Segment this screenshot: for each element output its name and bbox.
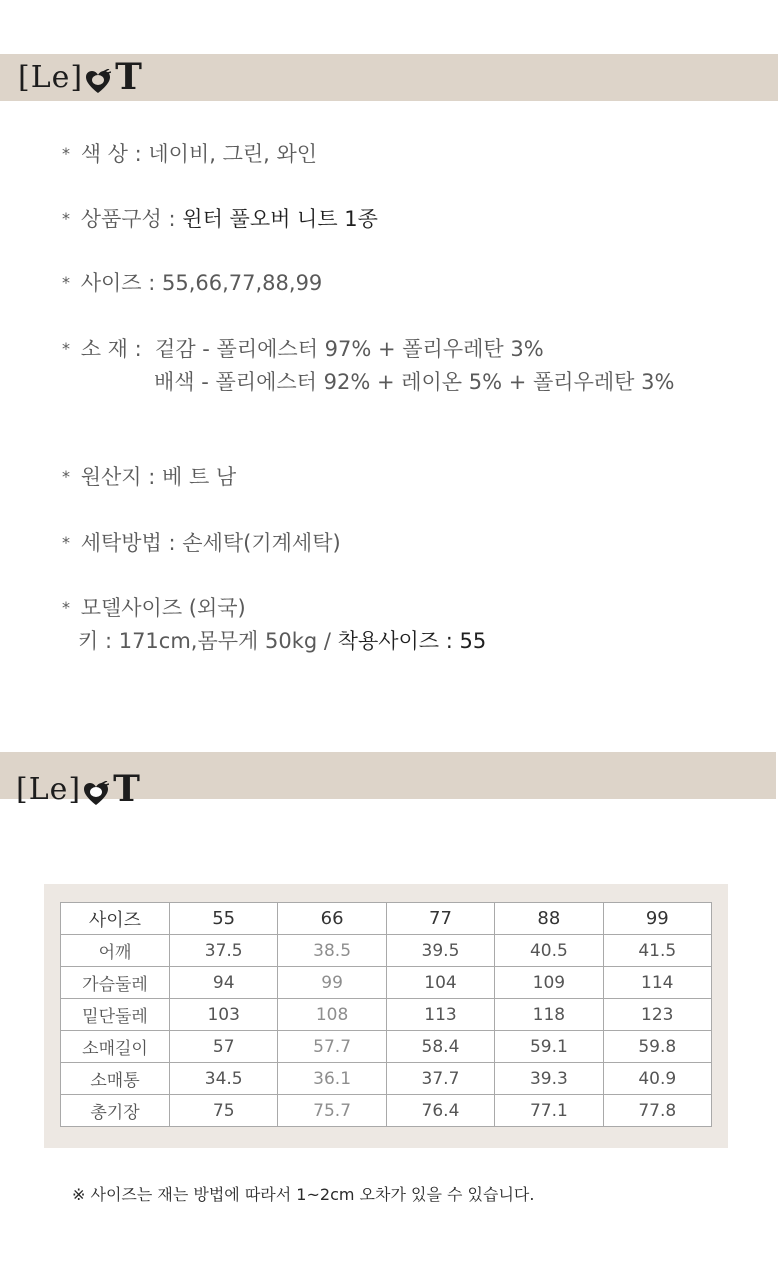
table-cell: 37.5 [170, 935, 278, 967]
table-cell: 109 [495, 967, 603, 999]
info-composition: * 상품구성 : 윈터 풀오버 니트 1종 [62, 207, 378, 231]
row-label: 소매길이 [61, 1031, 170, 1063]
asterisk-icon: * [62, 209, 70, 228]
row-label: 어깨 [61, 935, 170, 967]
row-label: 소매통 [61, 1063, 170, 1095]
table-cell: 103 [170, 999, 278, 1031]
table-cell: 38.5 [278, 935, 386, 967]
info-wash: * 세탁방법 : 손세탁(기계세탁) [62, 531, 341, 555]
table-cell: 77.8 [603, 1095, 711, 1127]
table-header-cell: 사이즈 [61, 903, 170, 935]
table-cell: 58.4 [386, 1031, 494, 1063]
table-row [61, 967, 712, 999]
table-row [61, 1063, 712, 1095]
table-cell: 75 [170, 1095, 278, 1127]
table-cell: 37.7 [386, 1063, 494, 1095]
table-cell: 39.5 [386, 935, 494, 967]
size-table-container [44, 884, 728, 1148]
asterisk-icon: * [62, 467, 70, 486]
table-cell: 108 [278, 999, 386, 1031]
info-color: * 색 상 : 네이비, 그린, 와인 [62, 142, 318, 166]
asterisk-icon: * [62, 598, 70, 617]
table-cell: 114 [603, 967, 711, 999]
table-cell: 40.9 [603, 1063, 711, 1095]
brand-logo: [Le] T [18, 56, 143, 98]
info-origin: * 원산지 : 베 트 남 [62, 465, 237, 489]
table-header-cell: 77 [386, 903, 494, 935]
table-row [61, 935, 712, 967]
info-material-line2: 배색 - 폴리에스터 92% + 레이온 5% + 폴리우레탄 3% [154, 370, 675, 394]
table-cell: 76.4 [386, 1095, 494, 1127]
table-header-cell: 99 [603, 903, 711, 935]
table-cell: 40.5 [495, 935, 603, 967]
table-cell: 57 [170, 1031, 278, 1063]
info-material: * 소 재 : 겉감 - 폴리에스터 97% + 폴리우레탄 3% [62, 337, 544, 361]
table-cell: 94 [170, 967, 278, 999]
table-row [61, 1031, 712, 1063]
size-table [60, 902, 712, 1127]
heart-face-icon [85, 64, 111, 90]
table-cell: 123 [603, 999, 711, 1031]
table-cell: 118 [495, 999, 603, 1031]
table-header-cell: 88 [495, 903, 603, 935]
row-label: 총기장 [61, 1095, 170, 1127]
table-cell: 113 [386, 999, 494, 1031]
table-cell: 75.7 [278, 1095, 386, 1127]
info-size: * 사이즈 : 55,66,77,88,99 [62, 271, 323, 295]
size-note: ※ 사이즈는 재는 방법에 따라서 1~2cm 오차가 있을 수 있습니다. [72, 1185, 535, 1204]
table-cell: 39.3 [495, 1063, 603, 1095]
info-model-stats: 키 : 171cm,몸무게 50kg / 착용사이즈 : 55 [78, 629, 487, 653]
table-cell: 104 [386, 967, 494, 999]
table-cell: 77.1 [495, 1095, 603, 1127]
section-header-band-size [0, 752, 776, 810]
table-row [61, 1095, 712, 1127]
table-cell: 59.8 [603, 1031, 711, 1063]
table-cell: 41.5 [603, 935, 711, 967]
table-header-row [61, 903, 712, 935]
table-row [61, 999, 712, 1031]
table-cell: 34.5 [170, 1063, 278, 1095]
asterisk-icon: * [62, 339, 70, 358]
asterisk-icon: * [62, 144, 70, 163]
table-cell: 59.1 [495, 1031, 603, 1063]
row-label: 밑단둘레 [61, 999, 170, 1031]
table-cell: 57.7 [278, 1031, 386, 1063]
brand-logo: [Le] T [16, 768, 141, 810]
row-label: 가슴둘레 [61, 967, 170, 999]
heart-face-icon [83, 776, 109, 802]
table-cell: 36.1 [278, 1063, 386, 1095]
info-model-size: * 모델사이즈 (외국) [62, 596, 246, 620]
asterisk-icon: * [62, 273, 70, 292]
table-header-cell: 55 [170, 903, 278, 935]
section-header-band-info [0, 54, 778, 101]
table-header-cell: 66 [278, 903, 386, 935]
table-cell: 99 [278, 967, 386, 999]
asterisk-icon: * [62, 533, 70, 552]
